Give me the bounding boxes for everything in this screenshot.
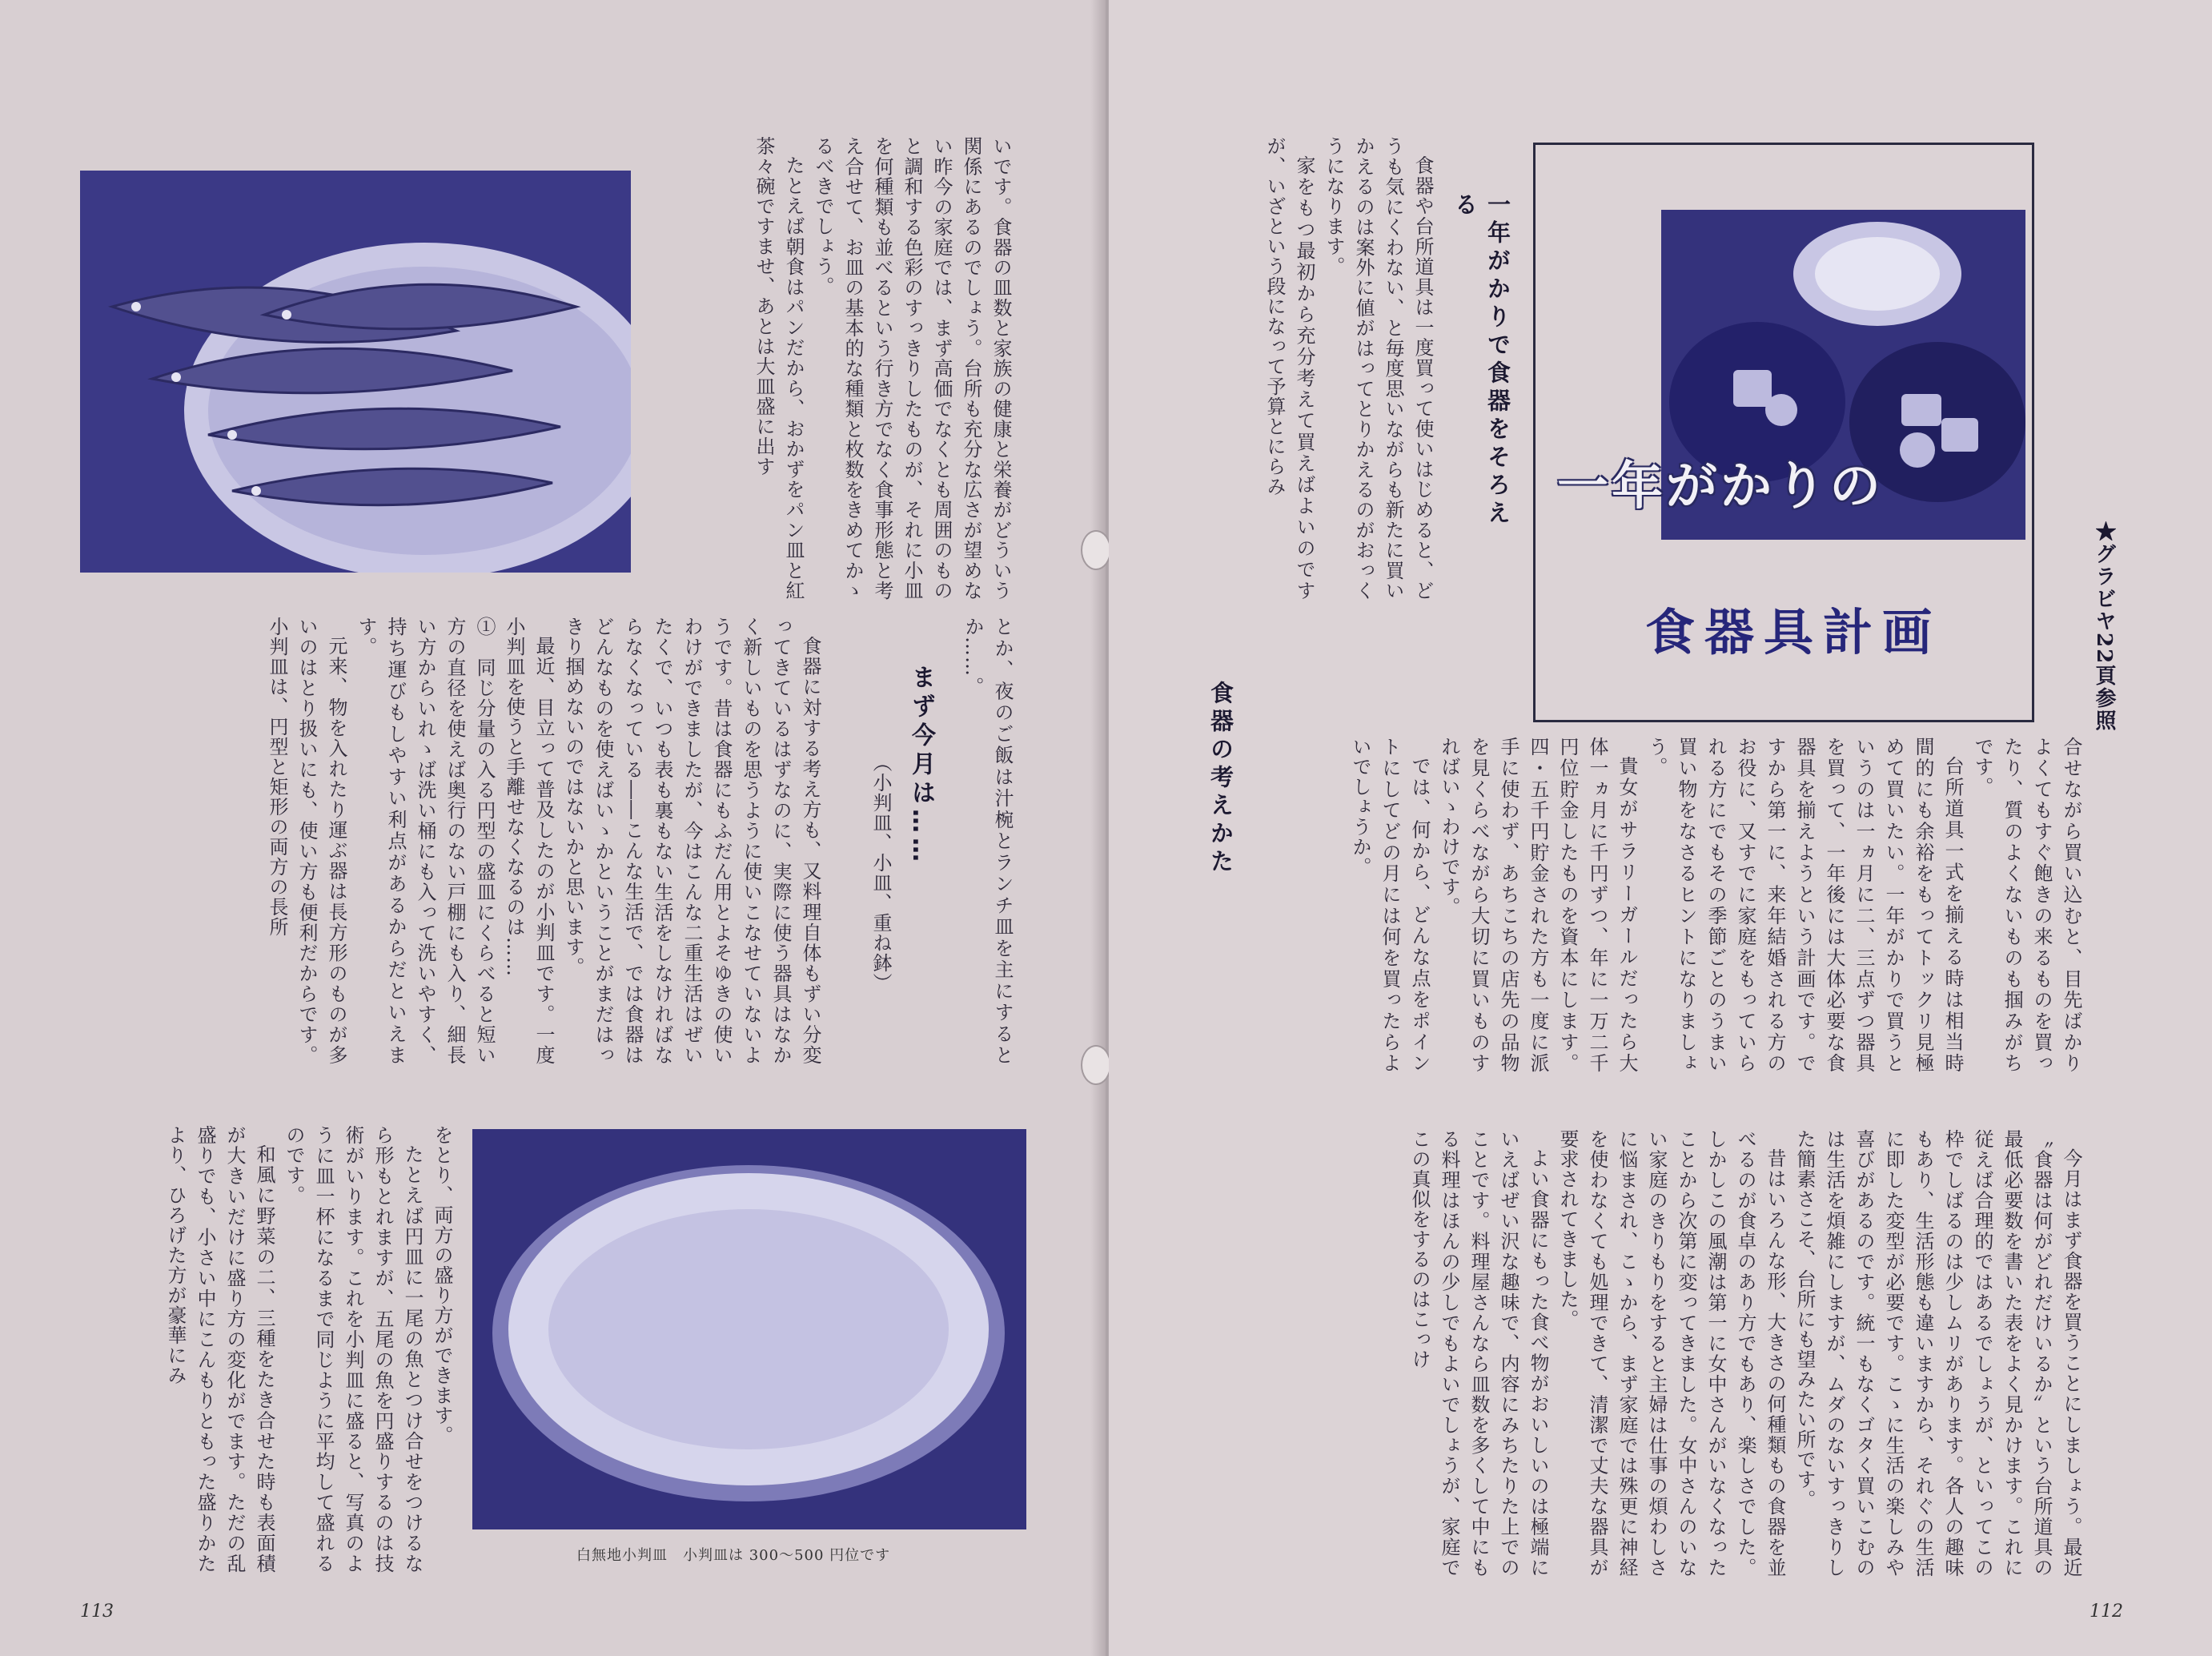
paragraph: たとえば朝食はパンだから、おかずをパン皿と紅茶々碗ですませ、あとは大皿盛に出す — [753, 136, 805, 601]
paragraph: 今月はまず食器を買うことにしましょう。最近〝食器は何がどれだけいるか〟という台所道具の最低必要数を書いた表をよく見かけます。これに従えば合理的ではあるでしょうが、といってこの枠でしばるのは少しムリがあります。各人の趣味もあり、生活形態も違いますから、それぐの生活に即した変型が必要です。こゝに生活の楽しみや喜びがあるのです。統一もなくゴタく買いこむのは生活を煩雑にしますが、ムダのないすっきりした簡素さこそ、台所にも望みたい所です。 — [1793, 1129, 2082, 1578]
right-middle-text — [1277, 737, 2086, 1073]
paragraph: 台所道具一式を揃える時は相当時間的にも余裕をもってトックリ見極めて買いたい。一年がかりで買うというのは一ヵ月に二、三点ずつ器具を買って、一年後には大体必要な食器具を揃えようという計画です。ですから第一に、来年結婚される方のお役に、又すでに家庭をもっていられる方にでもその季節ごとのうまい買い物をなさるヒントになりましょう。 — [1645, 737, 1964, 1073]
paragraph: 和風に野菜の二、三種をたき合せた時も表面積が大きいだけに盛り方の変化がでます。ただの乱盛りでも、小さい中にこんもりともった盛りかたより、ひろげた方が豪華にみ — [164, 1125, 275, 1574]
heading-yearly-collection: 一年がかりで食器をそろえる — [1451, 192, 1511, 529]
paragraph: 食器に対する考え方も、又料理自体もずい分変ってきているはずなのに、実際に使う器具はなかく新しいものを思うように使いこなせていないようです。昔は食器にもふだん用とよそゆきの使いわけができましたが、今はこんな二重生活はぜいたくで、いつも表も裏もない生活をしなければならなくなっている――こんな生活で、では食器はどんなものを使えばいゝかということがまだはっきり掴めないのではないかと思います。 — [562, 617, 821, 1065]
paragraph: をとり、両方の盛り方ができます。 — [431, 1125, 453, 1445]
binding-hole-bottom — [1081, 1045, 1111, 1085]
right-bottom-text — [1165, 1129, 2086, 1578]
paragraph: では、何から、どんな点をポイントにしてどの月には何を買ったらよいでしょうか。 — [1349, 737, 1431, 1073]
paragraph: 最近、目立って普及したのが小判皿です。一度小判皿を使うと手離せなくなるのは…… — [503, 617, 555, 1065]
page-number-left: 113 — [80, 1602, 114, 1622]
oval-plate-illustration — [472, 1129, 1026, 1529]
paragraph: 元来、物を入れたり運ぶ器は長方形のものが多いのはとり扱いにも、使い方も便利だからです。小判皿は、円型と矩形の両方の長所 — [266, 617, 347, 1065]
fish-plate-illustration — [80, 171, 631, 573]
title-overlay: 一年がかりの — [1557, 457, 1884, 516]
page-number-right: 112 — [2090, 1602, 2123, 1622]
right-top-text — [1181, 136, 1437, 601]
gravure-reference: ★グラビヤ22頁参照 — [2092, 521, 2116, 733]
paragraph: 合せながら買い込むと、目先ばかりよくてもすぐ飽きの来るものを買ったり、質のよくないものも掴みがちです。 — [1971, 737, 2082, 1073]
paragraph: ① 同じ分量の入る円型の盛皿にくらべると短い方の直径を使えば奥行のない戸棚にも入り、細長い方からいれゝば洗い桶にも入って洗いやすく、持ち運びもしやすい利点があるからだといえます。 — [355, 617, 496, 1065]
oval-plate-photo — [472, 1129, 1026, 1529]
right-page — [1109, 0, 2212, 1656]
paragraph: 家をもつ最初から充分考えて買えばよいのですが、いざという段になって予算とにらみ — [1263, 136, 1315, 601]
paragraph: いです。食器の皿数と家族の健康と栄養がどういう関係にあるのでしょう。台所も充分な広さが望めない昨今の家庭では、まず高価でなくとも周囲のものと調和する色彩のすっきりしたものが、それに小皿を何種類も並べるという行き方でなく食事形態と考え合せて、お皿の基本的な種類と枚数をきめてかゝるべきでしょう。 — [812, 136, 1012, 601]
left-bottom-text — [80, 1125, 456, 1574]
paragraph: とか、夜のご飯は汁椀とランチ皿を主にするとか……。 — [961, 617, 1014, 1065]
paragraph: 貴女がサラリーガールだったら大体一ヵ月に千円ずつ、年に一万二千円位貯金したものを資本にします。四・五千円貯金された方も一度に派手に使わず、あちこちの店先の品物を見くらべながら大切に買いものすればいゝわけです。 — [1438, 737, 1638, 1073]
left-upper-text — [658, 136, 1015, 601]
left-middle-text-a — [961, 617, 1017, 1065]
paragraph: 食器や台所道具は一度買って使いはじめると、どうも気にくわない、と毎度思いながらも新たに買いかえるのは案外に値がはってとりかえるのがおっくうになります。 — [1323, 136, 1434, 601]
paragraph: 昔はいろんな形、大きさの何種類もの食器を並べるのが食卓のあり方でもあり、楽しさでした。しかしこの風潮は第一に女中さんがいなくなったことから次第に変ってきました。女中さんのいない家庭のきりもりをすると主婦は仕事の煩わしさに悩まされ、こゝから、まず家庭では殊更に神経を使わなくても処理できて、清潔で丈夫な器具が要求されてきました。 — [1556, 1129, 1786, 1578]
heading-how-to-think: 食器の考えかた — [1207, 681, 1234, 877]
left-middle-text-b — [80, 617, 825, 1065]
subheading-note: （小判皿、小皿、重ね鉢） — [869, 753, 892, 993]
paragraph: よい食器にもった食べ物がおいしいのは極端にいえばぜい沢な趣味で、内容にみちたりた上でのことです。料理屋さんなら皿数を多くして中にもる料理はほんの少しでもよいでしょうが、家庭でこの真似をするのはこっけ — [1408, 1129, 1549, 1578]
fish-on-plate-photo — [80, 171, 631, 573]
photo-caption: 白無地小判皿 小判皿は 300〜500 円位です — [576, 1547, 891, 1564]
left-page — [0, 0, 1103, 1656]
paragraph: たとえば円皿に一尾の魚とつけ合せをつけるなら形もとれますが、五尾の魚を円盛りするのは技術がいります。これを小判皿に盛ると、写真のように皿一杯になるまで同じように平均して盛れるのです。 — [283, 1125, 424, 1574]
binding-hole-top — [1081, 530, 1111, 570]
subheading-this-month: まず今月は…… — [907, 665, 935, 866]
title-main: 食器具計画 — [1645, 603, 1942, 661]
